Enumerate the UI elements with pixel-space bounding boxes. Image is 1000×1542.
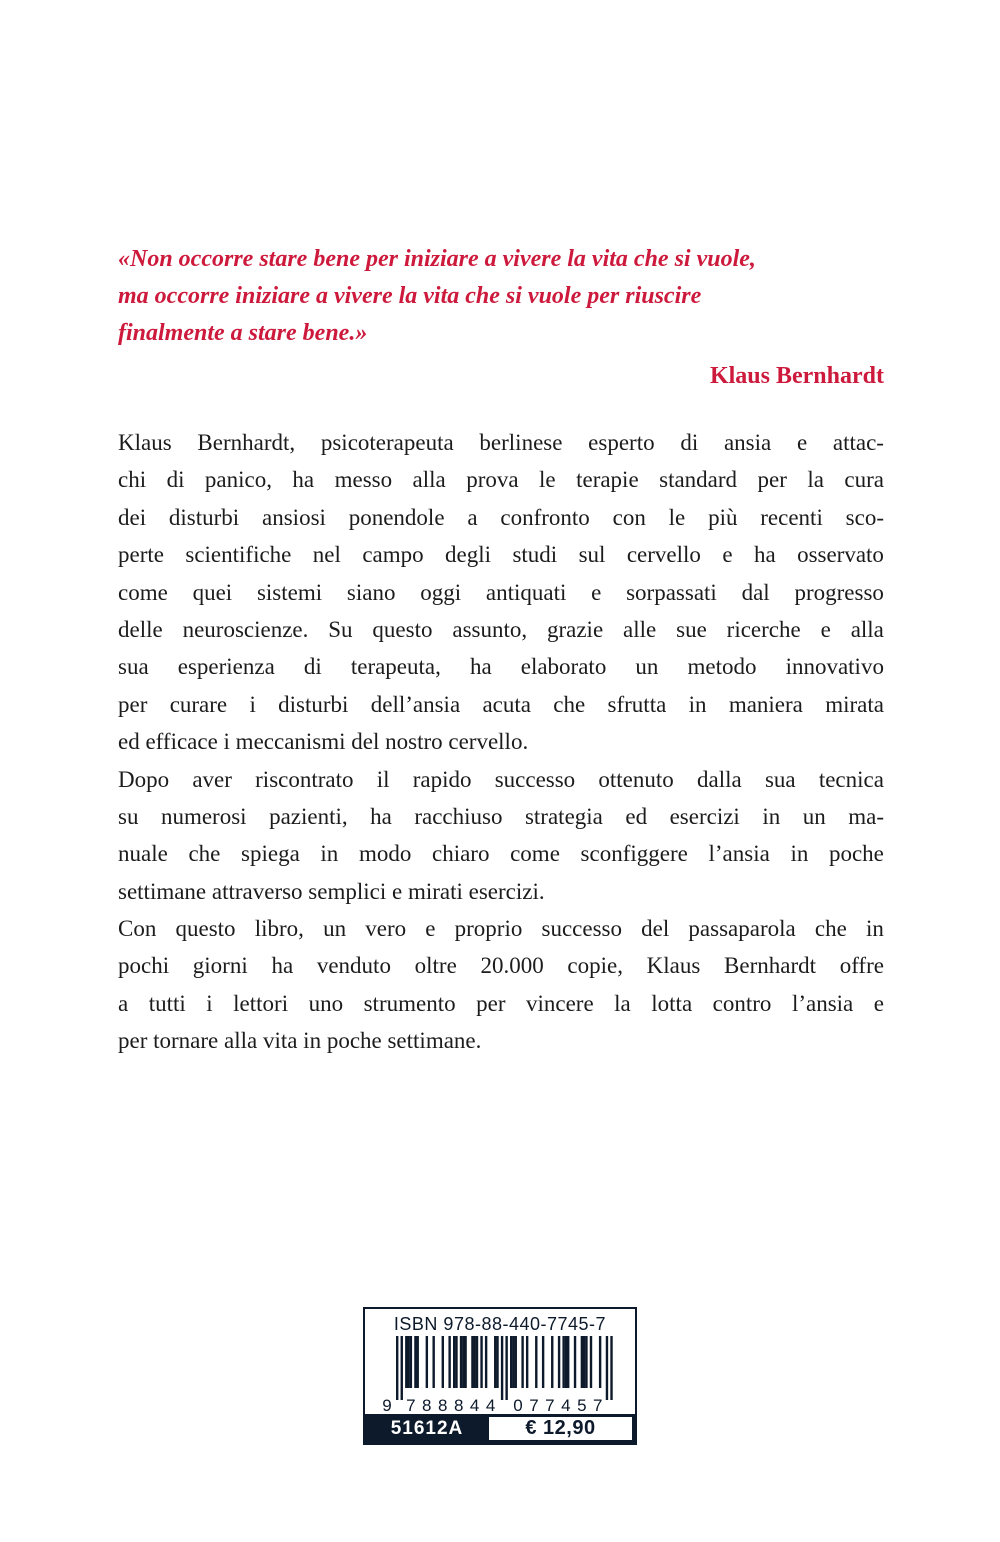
word: Dopo (118, 766, 170, 792)
word: uno (308, 990, 344, 1016)
quote-lines (118, 241, 884, 352)
word: pochi (118, 953, 170, 979)
word: proprio (454, 916, 523, 942)
word: disturbi (278, 691, 349, 717)
word: in (762, 803, 781, 829)
word: offre (839, 953, 884, 979)
word: a (118, 990, 129, 1016)
word: racchiuso (414, 803, 503, 829)
word: un (635, 654, 659, 680)
word: chiaro (431, 841, 490, 867)
svg-text:4: 4 (561, 1396, 571, 1414)
text-line (118, 985, 884, 1022)
word: tecnica (818, 766, 884, 792)
svg-text:7: 7 (593, 1396, 603, 1414)
word: copie, (567, 953, 623, 979)
description-text (118, 424, 884, 1060)
word: maniera (728, 691, 803, 717)
word: successo (494, 766, 576, 792)
word: sul (578, 542, 606, 568)
word: nel (312, 542, 341, 568)
word: mirata (825, 691, 884, 717)
word: con (612, 504, 646, 530)
svg-text:8: 8 (422, 1396, 432, 1414)
word: curare (169, 691, 228, 717)
word: vero (365, 916, 407, 942)
word: recenti (760, 504, 823, 530)
isbn-label: ISBN 978-88-440-7745-7 (393, 1314, 607, 1334)
svg-text:7: 7 (529, 1396, 539, 1414)
word: ricerche (726, 616, 801, 642)
word: siano (346, 579, 396, 605)
word: questo (175, 916, 236, 942)
word: progresso (794, 579, 884, 605)
word: grazie (546, 616, 604, 642)
word: dell’ansia (370, 691, 461, 717)
word: osservato (797, 542, 884, 568)
word: e (425, 916, 436, 942)
word: successo (541, 916, 622, 942)
word: come (118, 579, 168, 605)
word: ha (292, 467, 315, 493)
word: assunto, (452, 616, 528, 642)
word: il (376, 766, 390, 792)
svg-text:4: 4 (469, 1396, 480, 1414)
word: perte (118, 542, 164, 568)
price-label: € 12,90 (489, 1417, 632, 1440)
word: sua (764, 766, 796, 792)
word: in (790, 841, 809, 867)
word: prova (466, 467, 519, 493)
word: ottenuto (598, 766, 674, 792)
word: sua (118, 654, 149, 680)
word: contro (712, 990, 772, 1016)
word: che (553, 691, 586, 717)
svg-text:8: 8 (453, 1396, 464, 1414)
word: cervello (626, 542, 701, 568)
word: dei (118, 504, 147, 530)
word: di (166, 467, 185, 493)
word: lettori (233, 990, 289, 1016)
word: lotta (651, 990, 693, 1016)
word: ha (469, 654, 492, 680)
text-line (118, 611, 884, 648)
word: poche (828, 841, 884, 867)
word: le (668, 504, 686, 530)
word: libro, (254, 916, 304, 942)
word: nuale (118, 841, 168, 867)
word: riscontrato (255, 766, 354, 792)
word: strategia (524, 803, 603, 829)
word: in (688, 691, 707, 717)
text-line (118, 761, 884, 798)
word: e (820, 616, 831, 642)
word: neuroscienze. (182, 616, 309, 642)
word: giorni (192, 953, 248, 979)
word: dal (741, 579, 770, 605)
word: ansiosi (262, 504, 326, 530)
word: sconfiggere (580, 841, 688, 867)
price-strip (365, 1414, 635, 1443)
word: delle (118, 616, 163, 642)
word: un (323, 916, 347, 942)
text-line: settimane attraverso semplici e mirati esercizi. (118, 878, 545, 904)
text-line (118, 461, 884, 498)
svg-text:7: 7 (545, 1396, 555, 1414)
word: spiega (241, 841, 300, 867)
word: scientifiche (185, 542, 292, 568)
word: berlinese (479, 430, 563, 455)
word: standard (659, 467, 738, 493)
word: elaborato (520, 654, 607, 680)
word: come (510, 841, 560, 867)
word: che (814, 916, 847, 942)
word: alla (850, 616, 884, 642)
word: terapeuta, (350, 654, 441, 680)
word: psicoterapeuta (320, 430, 454, 455)
word: studi (512, 542, 558, 568)
word: ha (753, 542, 776, 568)
quote-line: ma occorre iniziare a vivere la vita che si vuole per riuscire (118, 283, 702, 309)
word: quei (192, 579, 233, 605)
svg-text:0: 0 (513, 1396, 523, 1414)
word: Con (118, 916, 157, 942)
word: più (708, 504, 738, 530)
word: innovativo (785, 654, 884, 680)
word: numerosi (160, 803, 247, 829)
word: sue (676, 616, 707, 642)
word: sistemi (256, 579, 323, 605)
word: ed (625, 803, 648, 829)
word: esperienza (177, 654, 275, 680)
word: un (802, 803, 826, 829)
text-line (118, 798, 884, 835)
text-line (118, 499, 884, 536)
word: e (591, 579, 602, 605)
word: ha (370, 803, 392, 829)
word: per (476, 990, 506, 1016)
word: tutti (148, 990, 186, 1016)
word: la (807, 467, 824, 493)
word: alle (623, 616, 657, 642)
word: di (680, 430, 699, 455)
word: modo (358, 841, 412, 867)
svg-text:7: 7 (406, 1396, 416, 1414)
word: la (614, 990, 631, 1016)
word: Klaus (118, 430, 172, 455)
word: messo (334, 467, 393, 493)
text-line (118, 648, 884, 685)
word: ansia (723, 430, 772, 455)
word: antiquati (485, 579, 567, 605)
word: su (118, 803, 139, 829)
word: ponendole (348, 504, 445, 530)
word: vincere (525, 990, 594, 1016)
word: per (118, 691, 148, 717)
text-line (118, 424, 884, 461)
word: sco- (845, 504, 884, 530)
word: ma- (848, 803, 884, 829)
word: dalla (697, 766, 742, 792)
text-line (118, 574, 884, 611)
word: oltre (414, 953, 457, 979)
word: esperto (588, 430, 655, 455)
word: Bernhardt (724, 953, 816, 979)
word: l’ansia (791, 990, 854, 1016)
svg-text:9: 9 (382, 1396, 392, 1414)
word: campo (362, 542, 424, 568)
quote-line: «Non occorre stare bene per iniziare a vivere la vita che si vuole, (118, 246, 756, 272)
svg-text:5: 5 (577, 1396, 587, 1414)
word: e (796, 430, 808, 455)
word: del (641, 916, 670, 942)
word: chi (118, 467, 147, 493)
text-line (118, 947, 884, 984)
word: a (467, 504, 478, 530)
word: degli (445, 542, 492, 568)
catalog-code: 51612A (390, 1417, 464, 1439)
word: acuta (482, 691, 531, 717)
text-line (118, 910, 884, 947)
word: Su (328, 616, 353, 642)
word: disturbi (168, 504, 240, 530)
word: confronto (500, 504, 590, 530)
word: sorpassati (626, 579, 717, 605)
word: strumento (363, 990, 456, 1016)
svg-text:4: 4 (485, 1396, 496, 1414)
word: Klaus (646, 953, 701, 979)
word: panico, (204, 467, 272, 493)
word: e (873, 990, 884, 1016)
word: oggi (420, 579, 462, 605)
word: passaparola (688, 916, 796, 942)
word: esercizi (669, 803, 740, 829)
quote-block (118, 241, 884, 395)
word: 20.000 (480, 953, 544, 979)
word: ha (271, 953, 294, 979)
quote-attribution: Klaus Bernhardt (709, 363, 884, 389)
text-line: ed efficace i meccanismi del nostro cervello. (118, 729, 529, 755)
word: i (249, 691, 256, 717)
text-line (118, 686, 884, 723)
word: metodo (687, 654, 757, 680)
word: aver (192, 766, 232, 792)
word: di (303, 654, 322, 680)
word: in (320, 841, 339, 867)
word: cura (844, 467, 884, 493)
word: attac- (832, 430, 884, 455)
quote-line: finalmente a stare bene.» (118, 320, 368, 346)
text-line: per tornare alla vita in poche settimane. (118, 1028, 482, 1054)
word: alla (412, 467, 446, 493)
word: Bernhardt, (197, 430, 296, 455)
word: venduto (316, 953, 391, 979)
ean13-barcode (380, 1336, 620, 1414)
word: questo (372, 616, 433, 642)
text-line (118, 536, 884, 573)
word: l’ansia (708, 841, 770, 867)
text-line (118, 835, 884, 872)
word: che (188, 841, 221, 867)
svg-text:8: 8 (438, 1396, 448, 1414)
word: per (757, 467, 787, 493)
word: rapido (412, 766, 472, 792)
word: pazienti, (269, 803, 348, 829)
word: sfrutta (607, 691, 667, 717)
word: e (722, 542, 733, 568)
word: in (865, 916, 884, 942)
word: le (539, 467, 556, 493)
word: terapie (576, 467, 639, 493)
word: i (206, 990, 213, 1016)
barcode-box (363, 1307, 637, 1445)
